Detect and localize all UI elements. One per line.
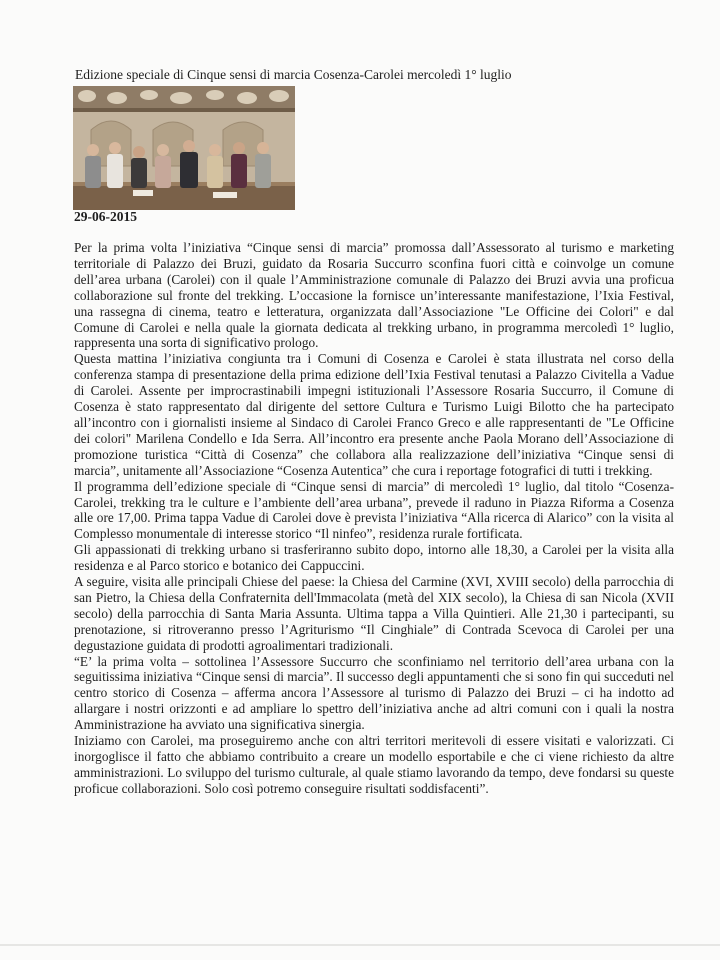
scan-edge-divider (0, 944, 720, 946)
paragraph: Per la prima volta l’iniziativa “Cinque sensi di marcia” promossa dall’Assessorato al turismo e marketing territoriale di Palazzo dei Bruzi, guidato da Rosaria Succurro sconfina fuori città e coinvolge un comune dell’area urbana (Carolei) con il quale l’Amministrazione comunale di Palazzo dei Bruzi avvia una proficua collaborazione sul fronte del trekking. L’occasione la fornisce un’interessante manifestazione, l’Ixia Festival, una rassegna di cinema, teatro e letteratura, organizzata dall’Associazione "Le Officine dei Colori" e dal Comune di Carolei e nella quale la giornata dedicata al trekking urbano, in programma mercoledì 1° luglio, rappresenta una sorta di significativo prologo. (74, 240, 674, 351)
paragraph: Questa mattina l’iniziativa congiunta tra i Comuni di Cosenza e Carolei è stata illustrata nel corso della conferenza stampa di presentazione della prima edizione dell’Ixia Festival tenutasi a Palazzo Civitella a Vadue di Carolei. Assente per improcrastinabili impegni istituzionali l’Assessore Rosaria Succurro, il Comune di Cosenza è stato rappresentato dal dirigente del settore Cultura e Turismo Luigi Bilotto che ha partecipato all’incontro con i giornalisti insieme al Sindaco di Carolei Franco Greco e alle rappresentanti de "Le Officine dei colori" Marilena Condello e Ida Serra. All’incontro era presente anche Paola Morano dell’Associazione di promozione turistica “Città di Cosenza” che collabora alla realizzazione dell’iniziativa “Cinque sensi di marcia”, unitamente all’Associazione “Cosenza Autentica” che cura i reportage fotografici di tutti i trekking. (74, 351, 674, 478)
paragraph: Gli appassionati di trekking urbano si trasferiranno subito dopo, intorno alle 18,30, a Carolei per la visita alla residenza e al Parco storico e botanico dei Cappuccini. (74, 542, 674, 574)
group-photo (73, 86, 295, 210)
paragraph: “E’ la prima volta – sottolinea l’Assessore Succurro che sconfiniamo nel territorio dell’area urbana con la seguitissima iniziativa “Cinque sensi di marcia”. Il successo degli appuntamenti che si sono fin qui succeduti nel centro storico di Cosenza – afferma ancora l’Assessore al turismo di Palazzo dei Bruzi – ci ha indotto ad allargare i nostri orizzonti e ad ampliare lo spettro dell’iniziativa anche ad altri comuni con i quali la nostra Amministrazione ha avviato una significativa sinergia. (74, 653, 674, 733)
article-date: 29-06-2015 (74, 209, 137, 224)
article-body (74, 240, 674, 797)
article-headline: Edizione speciale di Cinque sensi di marcia Cosenza-Carolei mercoledì 1° luglio (75, 67, 512, 82)
paragraph: A seguire, visita alle principali Chiese del paese: la Chiesa del Carmine (XVI, XVIII secolo) della parrocchia di san Pietro, la Chiesa della Confraternita dell'Immacolata (metà del XIX secolo), la Chiesa di san Nicola (XVII secolo) della parrocchia di Santa Maria Assunta. Ultima tappa a Villa Quintieri. Alle 21,30 i partecipanti, su prenotazione, si ritroveranno presso l’Agriturismo “Il Cinghiale” di Contrada Scevoca di Carolei per una degustazione guidata di prodotti agroalimentari tradizionali. (74, 574, 674, 653)
paragraph: Iniziamo con Carolei, ma proseguiremo anche con altri territori meritevoli di essere visitati e valorizzati. Ci inorgoglisce il fatto che abbiamo contribuito a creare un modello esportabile e che ci viene richiesto da altre amministrazioni. Lo sviluppo del turismo culturale, al quale stiamo lavorando da tempo, deve fondarsi su queste proficue collaborazioni. Solo così potremo conseguire risultati soddisfacenti”. (74, 733, 674, 796)
group-photo-image (73, 86, 295, 210)
paragraph: Il programma dell’edizione speciale di “Cinque sensi di marcia” di mercoledì 1° luglio, dal titolo “Cosenza-Carolei, trekking tra le culture e l’ambiente dell’area urbana”, prevede il raduno in Piazza Riforma a Cosenza alle ore 17,00. Prima tappa Vadue di Carolei dove è prevista l’iniziativa “Alla ricerca di Alarico” con la visita al Complesso monumentale di interesse storico “Il ninfeo”, residenza rurale fortificata. (74, 478, 674, 542)
